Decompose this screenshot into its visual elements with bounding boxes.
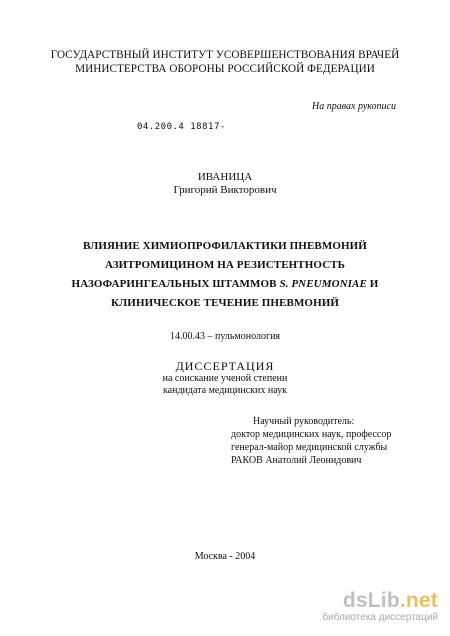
author-block xyxy=(0,171,450,197)
title-organism: S. PNEUMONIAE xyxy=(279,278,367,290)
specialty-code: 14.00.43 – пульмонология xyxy=(169,331,281,342)
watermark-logo xyxy=(322,590,438,612)
dissertation-block xyxy=(0,359,450,397)
watermark-logo-main: dsLib xyxy=(342,589,400,612)
title-line-3 xyxy=(0,275,450,294)
title-line-2: АЗИТРОМИЦИНОМ НА РЕЗИСТЕНТНОСТЬ xyxy=(104,259,346,271)
dslib-watermark[interactable] xyxy=(322,590,438,624)
watermark-logo-tld: .net xyxy=(399,589,438,612)
supervisor-name: РАКОВ Анатолий Леонидович xyxy=(231,455,362,466)
supervisor-block xyxy=(231,415,391,467)
dissertation-title xyxy=(0,237,450,313)
title-line-4: КЛИНИЧЕСКОЕ ТЕЧЕНИЕ ПНЕВМОНИЙ xyxy=(110,297,340,309)
institute-line-1: ГОСУДАРСТВНЫЙ ИНСТИТУТ УСОВЕРШЕНСТВОВАНИЯ ВРАЧЕЙ xyxy=(50,49,400,61)
supervisor-label: Научный руководитель: xyxy=(253,416,355,427)
udc-stamp: 04.200.4 18817- xyxy=(137,122,226,132)
dissertation-heading: ДИССЕРТАЦИЯ xyxy=(175,359,275,373)
title-line-3-prefix: НАЗОФАРИНГЕАЛЬНЫХ ШТАММОВ xyxy=(71,278,277,290)
supervisor-rank: генерал-майор медицинской службы xyxy=(231,442,388,453)
author-name: Григорий Викторович xyxy=(173,184,277,196)
institute-line-2: МИНИСТЕРСТВА ОБОРОНЫ РОССИЙСКОЙ ФЕДЕРАЦИИ xyxy=(75,63,375,75)
title-line-3-suffix: И xyxy=(369,278,379,290)
city-year: Москва - 2004 xyxy=(194,551,256,562)
rights-notice: На правах рукописи xyxy=(312,101,396,112)
degree-line-2: кандидата медицинских наук xyxy=(162,385,288,396)
title-line-1: ВЛИЯНИЕ ХИМИОПРОФИЛАКТИКИ ПНЕВМОНИЙ xyxy=(83,240,367,252)
supervisor-degree: доктор медицинских наук, профессор xyxy=(231,429,392,440)
author-surname: ИВАНИЦА xyxy=(197,171,253,183)
institute-header xyxy=(0,48,450,76)
degree-line-1: на соискание ученой степени xyxy=(162,373,288,384)
watermark-subtitle: библиотека диссертаций xyxy=(322,612,438,623)
